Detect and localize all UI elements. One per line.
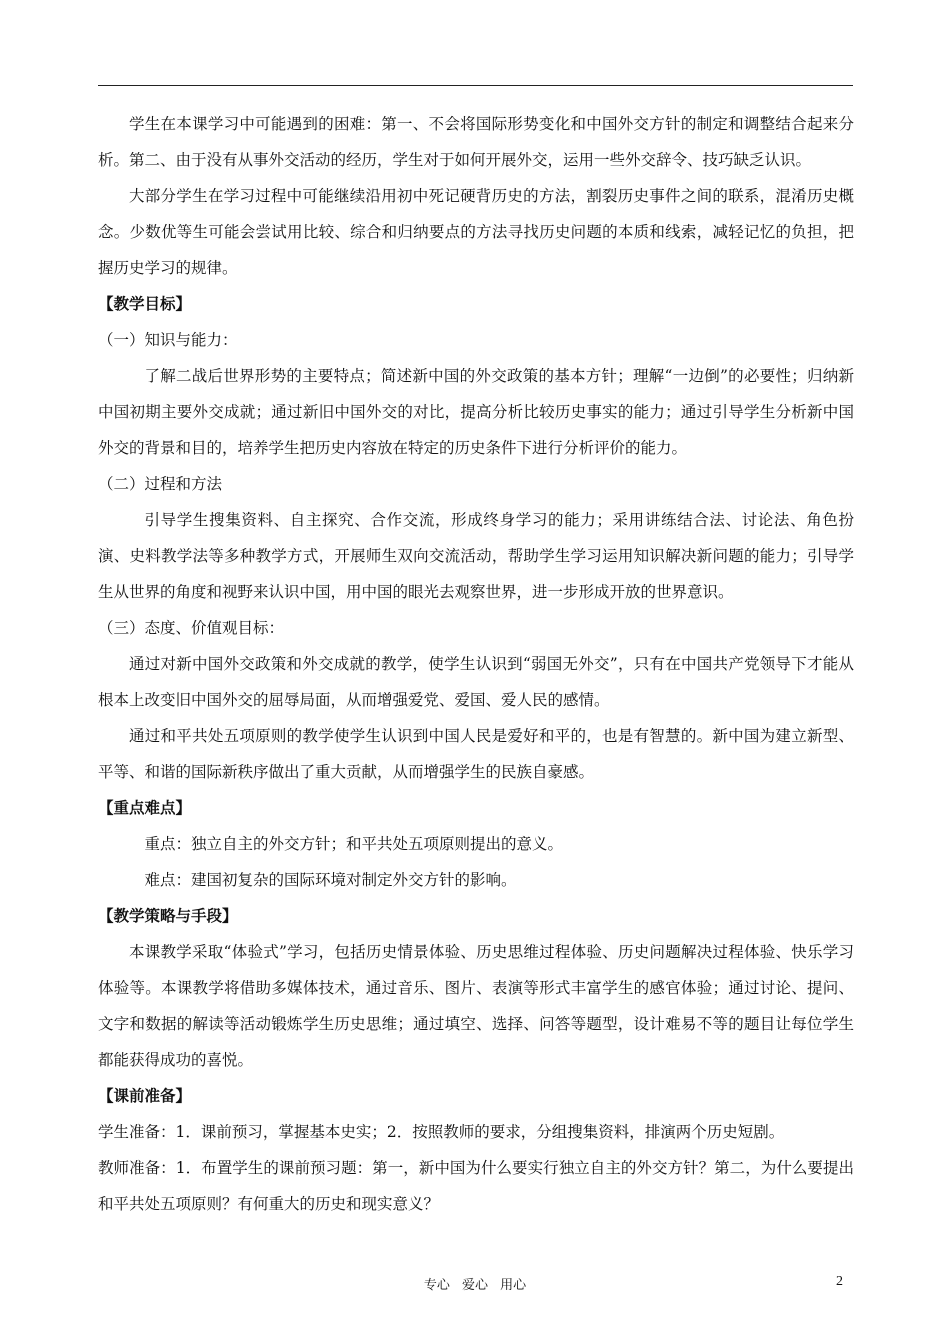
subheading-knowledge-ability: （一）知识与能力： [98, 331, 238, 349]
footer-motto: 专心 爱心 用心 [423, 1278, 527, 1293]
paragraph-difficulties: 学生在本课学习中可能遇到的困难：第一、不会将国际形势变化和中国外交方针的制定和调整结合起来分析。第二、由于没有从事外交活动的经历，学生对于如何开展外交，运用一些外交辞令、技巧缺乏认识。 [98, 115, 854, 169]
document-body [98, 106, 854, 1222]
paragraph-difficult-point: 难点：建国初复杂的国际环境对制定外交方针的影响。 [144, 871, 517, 889]
section-heading-key-points: 【重点难点】 [98, 798, 192, 817]
paragraph-student-preparation: 学生准备：1．课前预习，掌握基本史实；2．按照教师的要求，分组搜集资料，排演两个历史短剧。 [98, 1123, 785, 1141]
paragraph-study-habits: 大部分学生在学习过程中可能继续沿用初中死记硬背历史的方法，割裂历史事件之间的联系，混淆历史概念。少数优等生可能会尝试用比较、综合和归纳要点的方法寻找历史问题的本质和线索，减轻记忆的负担，把握历史学习的规律。 [98, 187, 854, 277]
section-heading-preparation: 【课前准备】 [98, 1086, 192, 1105]
paragraph-strategy: 本课教学采取“体验式”学习，包括历史情景体验、历史思维过程体验、历史问题解决过程体验、快乐学习体验等。本课教学将借助多媒体技术，通过音乐、图片、表演等形式丰富学生的感官体验；通过讨论、提问、文字和数据的解读等活动锻炼学生历史思维；通过填空、选择、问答等题型，设计难易不等的题目让每位学生都能获得成功的喜悦。 [98, 943, 854, 1069]
paragraph-knowledge-ability: 了解二战后世界形势的主要特点；简述新中国的外交政策的基本方针；理解“一边倒”的必要性；归纳新中国初期主要外交成就；通过新旧中国外交的对比，提高分析比较历史事实的能力；通过引导学生分析新中国外交的背景和目的，培养学生把历史内容放在特定的历史条件下进行分析评价的能力。 [98, 367, 854, 457]
paragraph-attitude-2: 通过和平共处五项原则的教学使学生认识到中国人民是爱好和平的，也是有智慧的。新中国为建立新型、平等、和谐的国际新秩序做出了重大贡献，从而增强学生的民族自豪感。 [98, 727, 854, 781]
page-number: 2 [836, 1274, 843, 1289]
paragraph-attitude-1: 通过对新中国外交政策和外交成就的教学，使学生认识到“弱国无外交”，只有在中国共产党领导下才能从根本上改变旧中国外交的屈辱局面，从而增强爱党、爱国、爱人民的感情。 [98, 655, 854, 709]
section-heading-strategy: 【教学策略与手段】 [98, 906, 238, 925]
subheading-process-method: （二）过程和方法 [98, 475, 223, 493]
subheading-attitude-values: （三）态度、价值观目标： [98, 619, 285, 637]
paragraph-key-point: 重点：独立自主的外交方针；和平共处五项原则提出的意义。 [144, 835, 564, 853]
paragraph-teacher-preparation: 教师准备：1．布置学生的课前预习题：第一，新中国为什么要实行独立自主的外交方针？第二，为什么要提出和平共处五项原则？有何重大的历史和现实意义？ [98, 1159, 854, 1213]
header-rule [98, 85, 853, 86]
section-heading-teaching-goals: 【教学目标】 [98, 294, 192, 313]
paragraph-process-method: 引导学生搜集资料、自主探究、合作交流，形成终身学习的能力；采用讲练结合法、讨论法、角色扮演、史料教学法等多种教学方式，开展师生双向交流活动，帮助学生学习运用知识解决新问题的能力；引导学生从世界的角度和视野来认识中国，用中国的眼光去观察世界，进一步形成开放的世界意识。 [98, 511, 854, 601]
